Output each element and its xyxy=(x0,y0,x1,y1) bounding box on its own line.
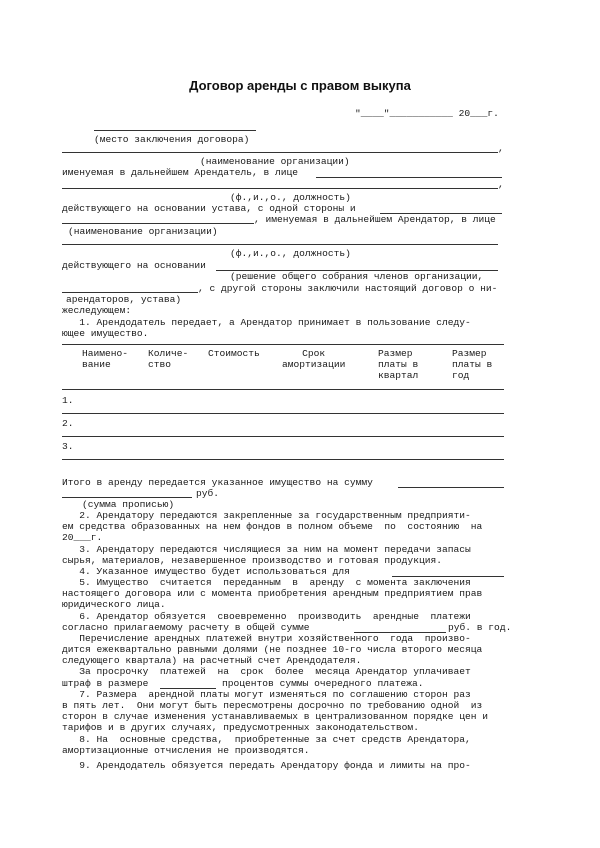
blank-line xyxy=(62,244,498,245)
text-line: 2. Арендатору передаются закрепленные за государственным предприяти- xyxy=(62,510,471,521)
text-line: руб. xyxy=(196,488,220,499)
table-header-rule xyxy=(62,389,504,390)
text-line: 1. Арендодатель передает, а Арендатор принимает в пользование следу- xyxy=(62,317,471,328)
text-line: жеследующем: xyxy=(62,305,132,316)
org-caption: (наименование организации) xyxy=(200,156,350,167)
text-line: следующего квартала) на расчетный счет Арендодателя. xyxy=(62,655,362,666)
table-header-cell: Срок амортизации xyxy=(282,348,346,370)
sum-caption: (сумма прописью) xyxy=(82,499,175,510)
text-line: настоящего договора или с момента приобретения арендным предприятием прав xyxy=(62,588,483,599)
text-line: в пять лет. Они могут быть пересмотрены досрочно по требованию одной из xyxy=(62,700,483,711)
table-row: 1. xyxy=(62,395,74,406)
blank-line xyxy=(316,177,502,178)
text-line: действующего на основании устава, с одной стороны и xyxy=(62,203,356,214)
text-line: 8. На основные средства, приобретенные за счет средств Арендатора, xyxy=(62,734,471,745)
text-line: 6. Арендатор обязуется своевременно производить арендные платежи xyxy=(62,611,471,622)
table-top-rule xyxy=(62,344,504,345)
decision-caption: (решение общего собрания членов организации, xyxy=(230,271,484,282)
org-caption: (наименование организации) xyxy=(68,226,218,237)
table-header-cell: Наимено- вание xyxy=(82,348,129,370)
table-row-rule xyxy=(62,459,504,460)
blank-line xyxy=(398,487,504,488)
table-header-cell: Размер платы в год xyxy=(452,348,493,381)
text-line: юридического лица. xyxy=(62,599,166,610)
table-header-cell: Стоимость xyxy=(208,348,260,359)
text-line: согласно прилагаемому расчету в общей сумме xyxy=(62,622,310,633)
blank-line xyxy=(62,152,498,153)
text-line: , именуемая в дальнейшем Арендатор, в лице xyxy=(254,214,496,225)
text-line: сырья, материалов, незавершенное производство и готовая продукция. xyxy=(62,555,442,566)
blank-line xyxy=(62,497,192,498)
text-line: действующего на основании xyxy=(62,260,206,271)
text-line: процентов суммы очередного платежа. xyxy=(222,678,424,689)
text-line: руб. в год. xyxy=(448,622,512,633)
blank-line xyxy=(62,188,498,189)
text-line: Итого в аренду передается указанное имущество на сумму xyxy=(62,477,373,488)
table-header-cell: Размер платы в квартал xyxy=(378,348,419,381)
table-row: 2. xyxy=(62,418,74,429)
text-line: ем средства образованных на нем фондов в полном объеме по состоянию на xyxy=(62,521,483,532)
document-title: Договор аренды с правом выкупа xyxy=(189,78,411,93)
text-line: дится ежеквартально равными долями (не позднее 10-го числа второго месяца xyxy=(62,644,483,655)
date-line: "____"___________ 20___г. xyxy=(355,108,499,119)
text-line: амортизационные отчисления не производятся. xyxy=(62,745,310,756)
table-header-cell: Количе- ство xyxy=(148,348,189,370)
table-row: 3. xyxy=(62,441,74,452)
blank-line xyxy=(62,223,254,224)
text-line: 3. Арендатору передаются числящиеся за ним на момент передачи запасы xyxy=(62,544,471,555)
text-line: Перечисление арендных платежей внутри хозяйственного года произво- xyxy=(62,633,471,644)
text-line: арендаторов, устава) xyxy=(66,294,182,305)
text-line: 20___г. xyxy=(62,532,103,543)
text-line: 7. Размера арендной платы могут изменяться по соглашению сторон раз xyxy=(62,689,471,700)
text-line: 4. Указанное имущество будет использоваться для xyxy=(62,566,350,577)
table-row-rule xyxy=(62,413,504,414)
blank-line xyxy=(62,292,198,293)
blank-line xyxy=(94,130,256,131)
contract-page: Договор аренды с правом выкупа "____"___________ 20___г. (место заключения договора) , (наименование организации) именуемая в дальнейшем Арендатель, в лице , (ф.,и.,о., должность) действующего на основании устава, с одной стороны и , именуемая в дальнейшем Арендатор, в лице (наименование организации) (ф.,и.,о., должность) действующего на основании (решение общего собрания членов организации, , с другой стороны заключили настоящий договор о ни- арендаторов, устава) жеследующем: 1. Арендодатель передает, а Арендатор принимает в пользование следу- ющее имущество. Наимено- вание Количе- ство Стоимость Срок амортизации Размер платы в квартал Размер платы в год 1. 2. 3. Итого в аренду передается указанное имущество на сумму руб. (сумма прописью) 2. Арендатору передаются закрепленные за государственным предприяти- ем средства образованных на нем фондов в полном объеме по состоянию на 20___г. 3. Арендатору передаются числящиеся за ним на момент передачи запасы сырья, материалов, незавершенное производство и готовая продукция. 4. Указанное имущество будет использоваться для 5. Имущество считается переданным в аренду с момента заключения настоящего договора или с момента приобретения арендным предприятием прав юридического лица. 6. Арендатор обязуется своевременно производить арендные платежи согласно прилагаемому расчету в общей сумме руб. в год. Перечисление арендных платежей внутри хозяйственного года произво- дится ежеквартально равными долями (не позднее 10-го числа второго месяца следующего квартала) на расчетный счет Арендодателя. За просрочку платежей на срок более месяца Арендатор уплачивает штраф в размере процентов суммы очередного платежа. 7. Размера арендной платы могут изменяться по соглашению сторон раз в пять лет. Они могут быть пересмотрены досрочно по требованию одной из сторон в случае изменения устанавливаемых в централизованном порядке цен и тарифов и в других случаях, предусмотренных законодательством. 8. На основные средства, приобретенные за счет средств Арендатора, амортизационные отчисления не производятся. 9. Арендодатель обязуется передать Арендатору фонда и лимиты на про- xyxy=(0,0,600,848)
text-line: штраф в размере xyxy=(62,678,149,689)
table-row-rule xyxy=(62,436,504,437)
text-line: , с другой стороны заключили настоящий договор о ни- xyxy=(198,283,498,294)
place-caption: (место заключения договора) xyxy=(94,134,250,145)
text-line: сторон в случае изменения устанавливаемых в централизованном порядке цен и xyxy=(62,711,489,722)
fio-caption: (ф.,и.,о., должность) xyxy=(230,192,351,203)
text-line: За просрочку платежей на срок более месяца Арендатор уплачивает xyxy=(62,666,471,677)
fio-caption: (ф.,и.,о., должность) xyxy=(230,248,351,259)
text-line: ющее имущество. xyxy=(62,328,149,339)
text-line: 9. Арендодатель обязуется передать Арендатору фонда и лимиты на про- xyxy=(62,760,471,771)
text-line: тарифов и в других случаях, предусмотренных законодательством. xyxy=(62,722,419,733)
text-line: 5. Имущество считается переданным в аренду с момента заключения xyxy=(62,577,471,588)
text-line: именуемая в дальнейшем Арендатель, в лице xyxy=(62,167,299,178)
